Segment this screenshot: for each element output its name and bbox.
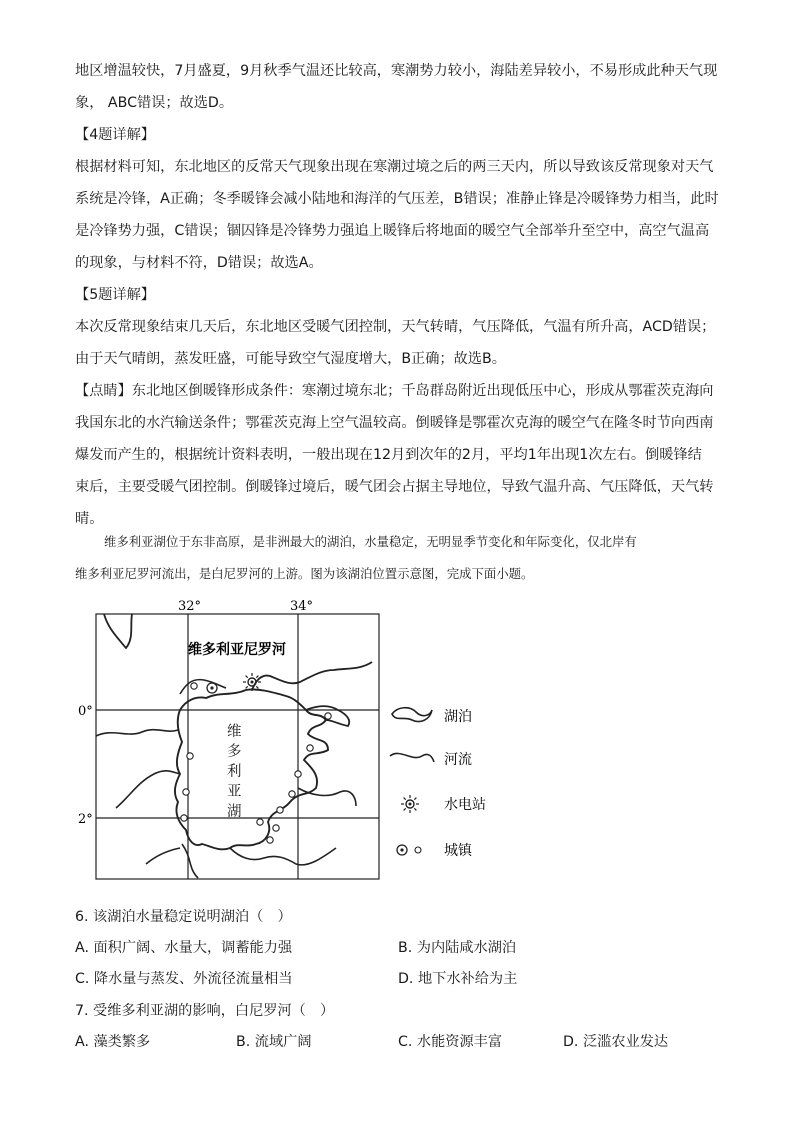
question-7-option-a[interactable]: A. 藻类繁多 bbox=[75, 1034, 151, 1050]
lake-fragment-topleft bbox=[104, 614, 132, 648]
river-label: 维多利亚尼罗河 bbox=[188, 642, 286, 658]
question-6-option-a[interactable]: A. 面积广阔、水量大，调蓄能力强 bbox=[75, 940, 293, 956]
legend-hydro-label: 水电站 bbox=[444, 797, 486, 813]
answer-text-line: 是冷锋势力强，C错误；锢囚锋是冷锋势力强追上暖锋后将地面的暖空气全部举升至空中，高空气温高 bbox=[75, 223, 710, 239]
question-6-option-d[interactable]: D. 地下水补给为主 bbox=[398, 971, 518, 987]
river-south-3 bbox=[146, 848, 180, 864]
tip-text-line: 【点睛】东北地区倒暖锋形成条件：寒潮过境东北；千岛群岛附近出现低压中心，形成从鄂霍茨克海向 bbox=[75, 383, 714, 399]
legend-river-label: 河流 bbox=[444, 752, 472, 768]
answer-text-line: 系统是冷锋，A正确；冬季暖锋会减小陆地和海洋的气压差，B错误；准静止锋是冷暖锋势力相当，此时 bbox=[75, 191, 719, 207]
question-7-stem: 7. 受维多利亚湖的影响，白尼罗河（ ） bbox=[75, 1003, 335, 1019]
question-7-option-b[interactable]: B. 流域广阔 bbox=[236, 1034, 312, 1050]
lake-legend-icon bbox=[392, 708, 432, 722]
answer-text-line: 根据材料可知，东北地区的反常天气现象出现在寒潮过境之后的两三天内，所以导致该反常现象对天气 bbox=[75, 159, 714, 175]
lat-label-0: 0° bbox=[78, 704, 93, 719]
answer-text-line: 的现象，与材料不符，D错误；故选A。 bbox=[75, 255, 323, 271]
river-south-1 bbox=[182, 844, 198, 878]
lat-label-2: 2° bbox=[78, 812, 93, 827]
answer-text-line: 地区增温较快，7月盛夏，9月秋季气温还比较高，寒潮势力较小，海陆差异较小，不易形成此种天气现 bbox=[75, 63, 718, 79]
lake-label bbox=[227, 723, 242, 820]
hydro-legend-icon bbox=[401, 795, 419, 813]
svg-text:多: 多 bbox=[227, 744, 242, 760]
hydro-station-icon bbox=[243, 673, 261, 691]
lake-location-map bbox=[76, 596, 496, 886]
map-legend bbox=[390, 708, 486, 859]
river-legend-icon bbox=[390, 753, 434, 762]
tip-text-line: 晴。 bbox=[75, 511, 104, 527]
answer-text-line: 由于天气晴朗，蒸发旺盛，可能导致空气湿度增大，B正确；故选B。 bbox=[75, 351, 506, 367]
material-intro-line: 维多利亚尼罗河流出，是白尼罗河的上游。图为该湖泊位置示意图，完成下面小题。 bbox=[75, 566, 534, 581]
svg-text:亚: 亚 bbox=[227, 784, 242, 800]
material-intro-line: 维多利亚湖位于东非高原，是非洲最大的湖泊，水量稳定，无明显季节变化和年际变化，仅北岸有 bbox=[104, 534, 637, 549]
tip-text-line: 我国东北的水汽输送条件；鄂霍茨克海上空气温较高。倒暖锋是鄂霍次克海的暖空气在隆冬时节向西南 bbox=[75, 415, 714, 431]
svg-text:维: 维 bbox=[227, 724, 242, 740]
river-west-2 bbox=[116, 771, 180, 808]
river-branch-north bbox=[180, 680, 226, 694]
river-south-2 bbox=[230, 848, 336, 865]
question-6-option-b[interactable]: B. 为内陆咸水湖泊 bbox=[398, 940, 517, 956]
question-7-option-d[interactable]: D. 泛滥农业发达 bbox=[563, 1034, 669, 1050]
legend-lake-label: 湖泊 bbox=[444, 709, 472, 725]
town-markers bbox=[181, 683, 331, 843]
tip-text-line: 爆发而产生的，根据统计资料表明，一般出现在12月到次年的2月，平均1年出现1次左右。倒暖锋结 bbox=[75, 447, 702, 463]
section-heading-q5: 【5题详解】 bbox=[75, 287, 155, 303]
lon-label-32: 32° bbox=[178, 599, 202, 614]
lake-shoreline bbox=[175, 689, 328, 849]
capital-city-icon bbox=[207, 683, 217, 693]
question-6-stem: 6. 该湖泊水量稳定说明湖泊（ ） bbox=[75, 909, 292, 925]
victoria-nile-river bbox=[252, 662, 372, 690]
svg-text:湖: 湖 bbox=[227, 804, 242, 820]
tip-text-line: 束后，主要受暖气团控制。倒暖锋过境后，暖气团会占据主导地位，导致气温升高、气压降低，天气转 bbox=[75, 479, 714, 495]
question-6-option-c[interactable]: C. 降水量与蒸发、外流径流量相当 bbox=[75, 971, 293, 987]
legend-town-label: 城镇 bbox=[444, 843, 472, 859]
section-heading-q4: 【4题详解】 bbox=[75, 127, 155, 143]
lon-label-34: 34° bbox=[290, 599, 314, 614]
svg-text:利: 利 bbox=[227, 764, 242, 780]
river-west-1 bbox=[96, 730, 178, 736]
answer-text-line: 象， ABC错误；故选D。 bbox=[75, 95, 234, 111]
question-7-option-c[interactable]: C. 水能资源丰富 bbox=[398, 1034, 503, 1050]
river-east bbox=[298, 788, 356, 806]
answer-text-line: 本次反常现象结束几天后，东北地区受暖气团控制，天气转晴，气压降低，气温有所升高，ACD错误； bbox=[75, 319, 716, 335]
city-legend-icon bbox=[397, 845, 421, 855]
